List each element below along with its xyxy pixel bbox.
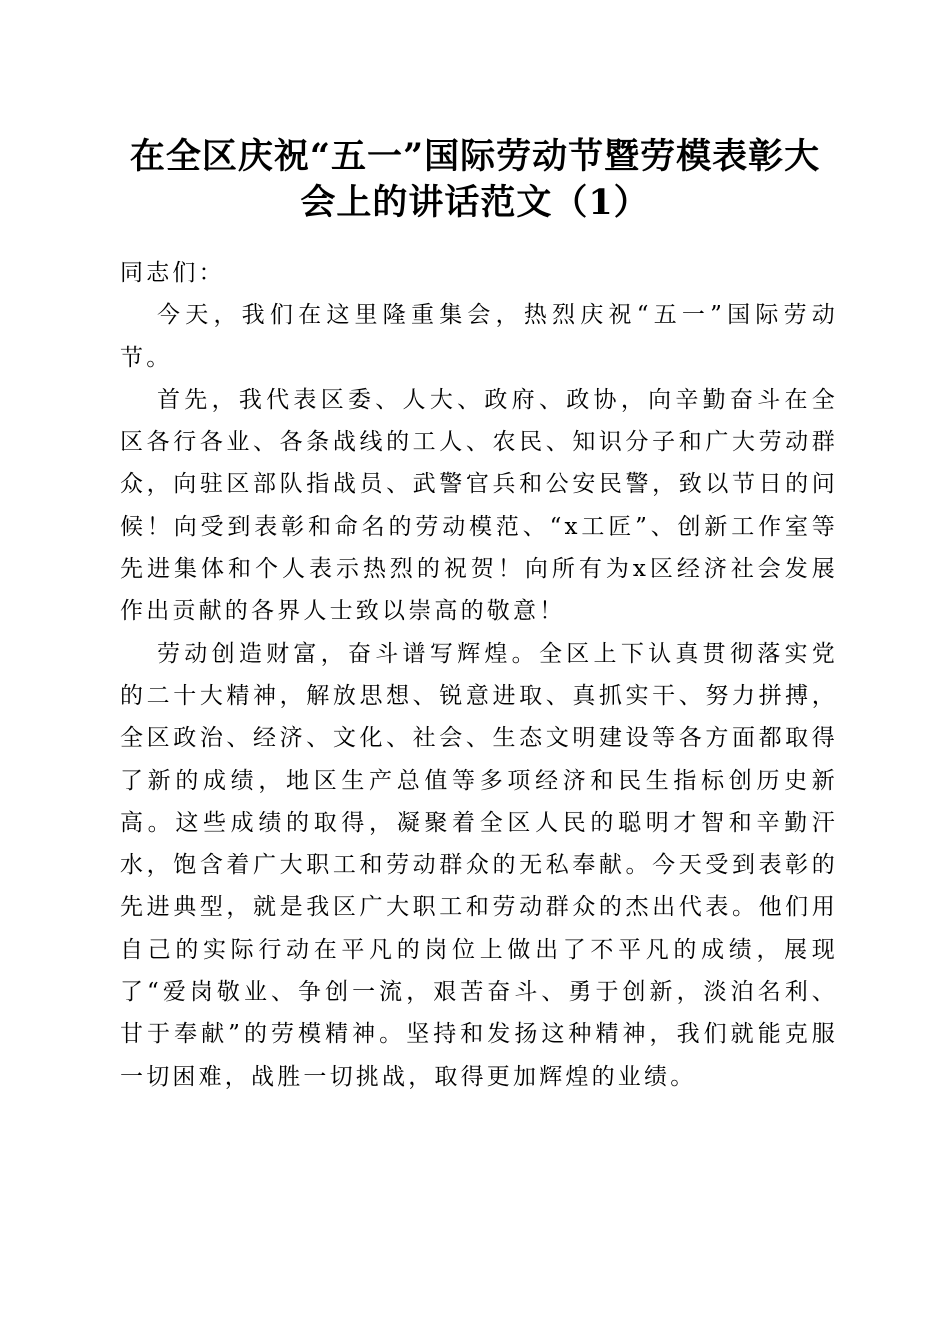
document-title — [100, 134, 850, 226]
greeting: 同志们： — [120, 260, 225, 286]
paragraph-opening: 今天，我们在这里隆重集会，热烈庆祝“五一”国际劳动节。 — [120, 302, 838, 371]
document-body — [120, 252, 838, 1098]
paragraph-achievements: 劳动创造财富，奋斗谱写辉煌。全区上下认真贯彻落实党的二十大精神，解放思想、锐意进取、真抓实干、努力拼搏，全区政治、经济、文化、社会、生态文明建设等各方面都取得了新的成绩，地区生产总值等多项经济和民生指标创历史新高。这些成绩的取得，凝聚着全区人民的聪明才智和辛勤汗水，饱含着广大职工和劳动群众的无私奉献。今天受到表彰的先进典型，就是我区广大职工和劳动群众的杰出代表。他们用自己的实际行动在平凡的岗位上做出了不平凡的成绩，展现了“爱岗敬业、争创一流，艰苦奋斗、勇于创新，淡泊名利、甘于奉献”的劳模精神。坚持和发扬这种精神，我们就能克服一切困难，战胜一切挑战，取得更加辉煌的业绩。 — [120, 640, 838, 1090]
title-line-2: 会上的讲话范文（1） — [300, 182, 650, 223]
title-line-1: 在全区庆祝“五一”国际劳动节暨劳模表彰大 — [129, 136, 821, 177]
paragraph-greetings: 首先，我代表区委、人大、政府、政协，向辛勤奋斗在全区各行各业、各条战线的工人、农民、知识分子和广大劳动群众，向驻区部队指战员、武警官兵和公安民警，致以节日的问候！向受到表彰和命名的劳动模范、“x工匠”、创新工作室等先进集体和个人表示热烈的祝贺！向所有为x区经济社会发展作出贡献的各界人士致以崇高的敬意！ — [120, 386, 838, 625]
